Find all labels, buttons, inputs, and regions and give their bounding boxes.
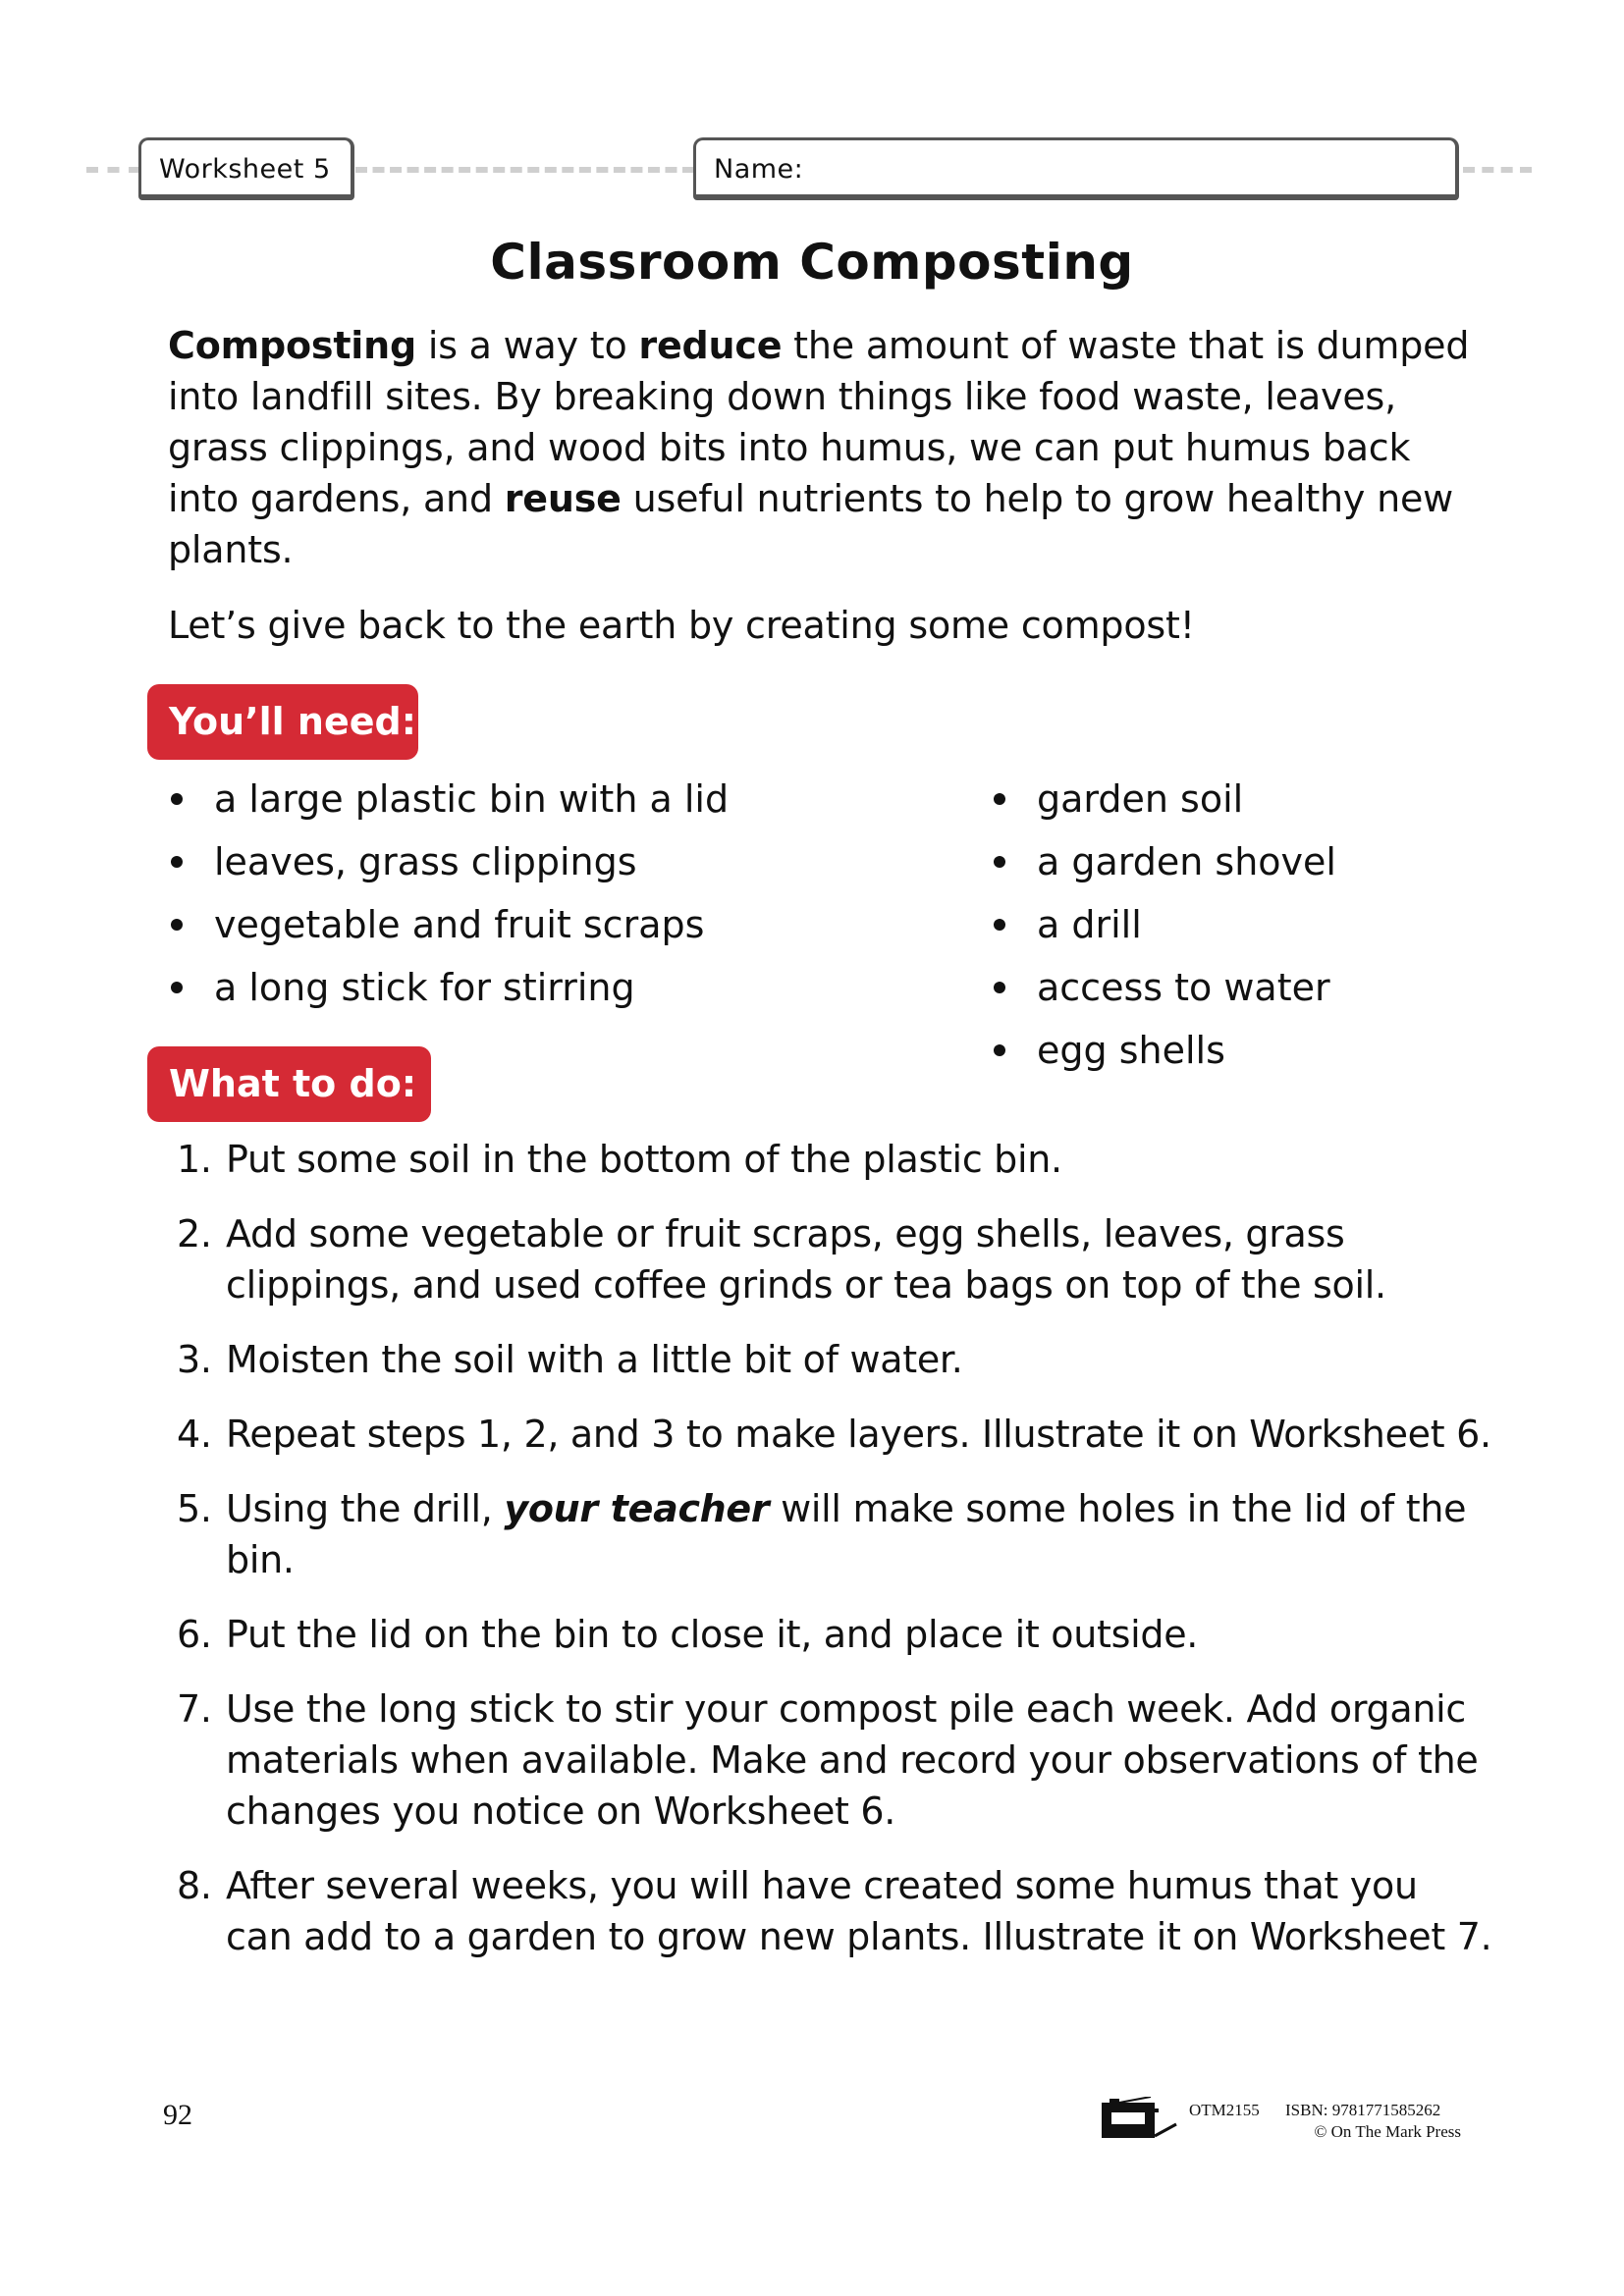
step-number: 6. [177, 1613, 212, 1656]
worksheet-label: Worksheet 5 [159, 154, 331, 185]
intro-bold-composting: Composting [168, 324, 416, 367]
bullet-icon [994, 793, 1005, 805]
needs-list-right [990, 768, 1481, 1082]
step-emphasis: your teacher [504, 1487, 770, 1530]
intro-text: is a way to [415, 324, 639, 367]
intro-bold-reuse: reuse [504, 477, 622, 520]
name-label: Name: [714, 154, 804, 185]
step-item: 7. Use the long stick to stir your compost pile each week. Add organic materials when available. Make and record your observations of the changes you notice on Worksheet 6. [177, 1683, 1492, 1837]
worksheet-label-box [138, 137, 354, 200]
step-item: 1. Put some soil in the bottom of the plastic bin. [177, 1134, 1492, 1185]
list-item: garden soil [990, 768, 1481, 830]
printer-logo-icon [1100, 2097, 1180, 2142]
bullet-icon [994, 919, 1005, 931]
steps-heading: What to do: [147, 1046, 431, 1122]
isbn: ISBN: 9781771585262 [1285, 2101, 1441, 2119]
step-item: 5. Using the drill, your teacher will make some holes in the lid of the bin. [177, 1483, 1492, 1585]
page-title: Classroom Composting [490, 234, 1134, 291]
list-item: a large plastic bin with a lid [167, 768, 913, 830]
name-field[interactable] [693, 137, 1459, 200]
list-item: vegetable and fruit scraps [167, 893, 913, 956]
copyright: © On The Mark Press [1314, 2122, 1461, 2141]
list-item: access to water [990, 956, 1481, 1019]
intro-paragraph [168, 320, 1484, 575]
list-item: a drill [990, 893, 1481, 956]
intro-bold-reduce: reduce [638, 324, 783, 367]
steps-list [177, 1134, 1492, 1986]
bullet-icon [171, 919, 183, 931]
step-number: 7. [177, 1687, 212, 1731]
step-number: 3. [177, 1338, 212, 1381]
step-item: 4. Repeat steps 1, 2, and 3 to make layers. Illustrate it on Worksheet 6. [177, 1409, 1492, 1460]
list-item: egg shells [990, 1019, 1481, 1082]
step-number: 2. [177, 1212, 212, 1255]
intro-closing: Let’s give back to the earth by creating some compost! [168, 604, 1195, 647]
step-number: 8. [177, 1864, 212, 1907]
bullet-icon [994, 982, 1005, 993]
bullet-icon [171, 982, 183, 993]
step-number: 1. [177, 1138, 212, 1181]
bullet-icon [994, 1044, 1005, 1056]
list-item: a garden shovel [990, 830, 1481, 893]
page-number: 92 [163, 2099, 192, 2131]
header-dashed-rule-left [86, 167, 140, 173]
bullet-icon [171, 856, 183, 868]
list-item: leaves, grass clippings [167, 830, 913, 893]
step-number: 5. [177, 1487, 212, 1530]
step-number: 4. [177, 1413, 212, 1456]
needs-list-left [167, 768, 913, 1019]
needs-heading: You’ll need: [147, 684, 418, 760]
step-item: 3. Moisten the soil with a little bit of water. [177, 1334, 1492, 1385]
intro-text: the amount of waste that is dumped into landfill sites. By breaking down things like food waste, leaves, grass clippings, and wood bits into humus, we can put humus back into gardens, and [168, 324, 1470, 520]
product-code: OTM2155 [1189, 2101, 1260, 2119]
header-dashed-rule-right [1463, 167, 1532, 173]
header-dashed-rule-middle [355, 167, 694, 173]
bullet-icon [994, 856, 1005, 868]
step-item: 2. Add some vegetable or fruit scraps, egg shells, leaves, grass clippings, and used coffee grinds or tea bags on top of the soil. [177, 1208, 1492, 1310]
step-item: 6. Put the lid on the bin to close it, and place it outside. [177, 1609, 1492, 1660]
bullet-icon [171, 793, 183, 805]
list-item: a long stick for stirring [167, 956, 913, 1019]
intro-text: useful nutrients to help to grow healthy new plants. [168, 477, 1454, 571]
step-item: 8. After several weeks, you will have created some humus that you can add to a garden to grow new plants. Illustrate it on Worksheet 7. [177, 1860, 1492, 1962]
